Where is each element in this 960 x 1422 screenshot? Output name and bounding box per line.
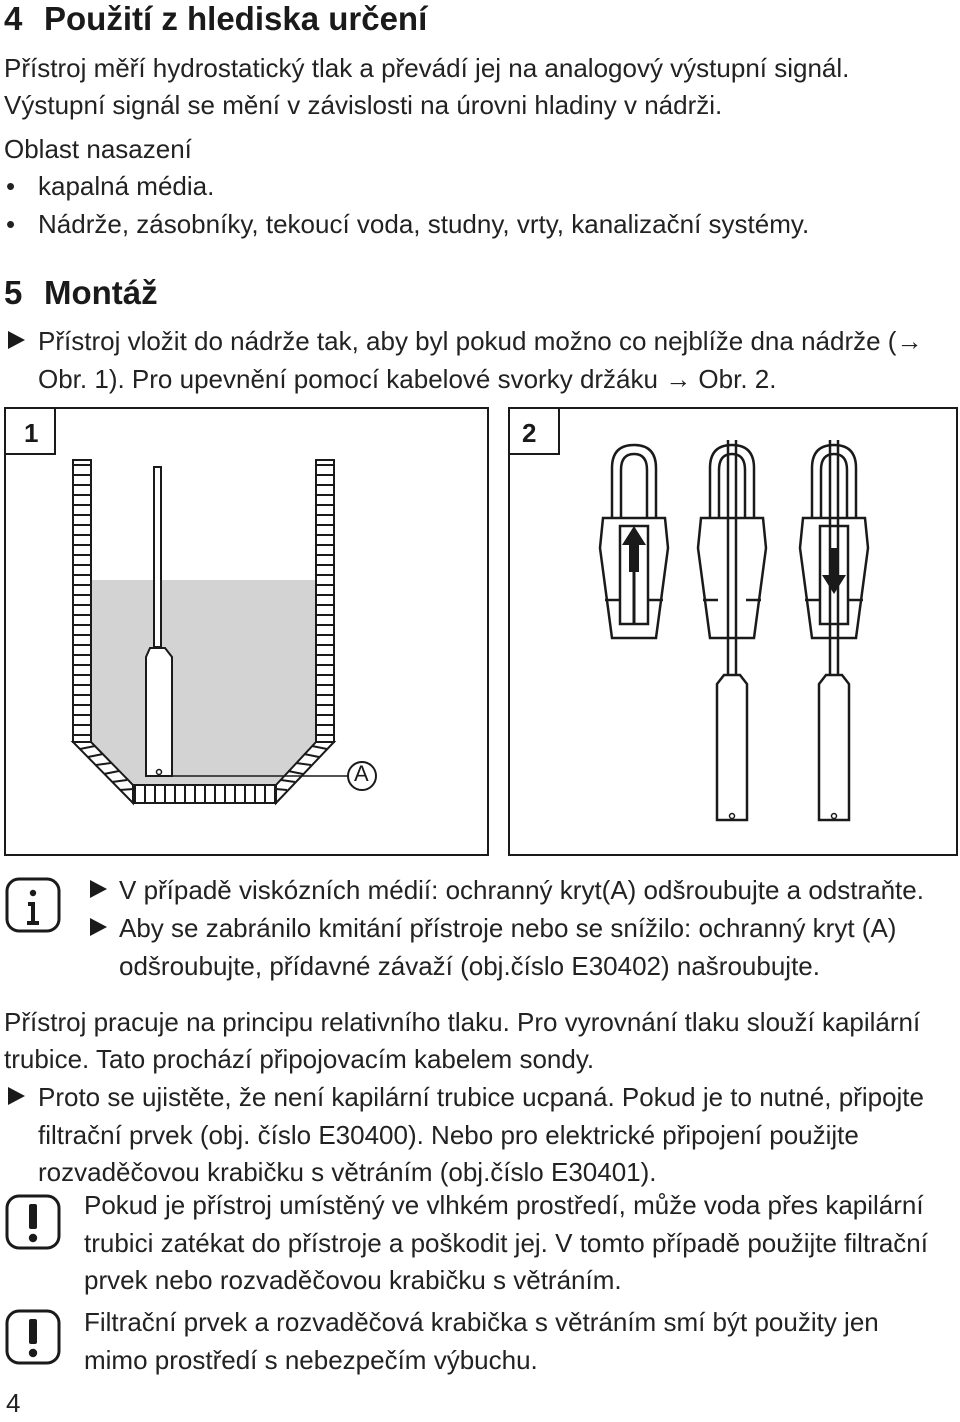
info-step-2-cont: odšroubujte, přídavné závaží (obj.číslo E30402) našroubujte. bbox=[119, 951, 820, 981]
bullet-item: • kapalná média. bbox=[6, 171, 215, 201]
exclamation-icon bbox=[7, 1311, 59, 1363]
figure-2-number: 2 bbox=[522, 418, 537, 448]
section-4-title: Použití z hlediska určení bbox=[44, 0, 428, 37]
section-4-para2: Výstupní signál se mění v závislosti na úrovni hladiny v nádrži. bbox=[4, 90, 723, 120]
relative-line1: Přístroj pracuje na principu relativního tlaku. Pro vyrovnání tlaku slouží kapilární bbox=[4, 1007, 921, 1037]
info-step-1: V případě viskózních médií: ochranný kryt(A) odšroubujte a odstraňte. bbox=[119, 875, 924, 905]
section-5-number: 5 bbox=[4, 274, 23, 311]
warning-2-line1: Filtrační prvek a rozvaděčová krabička s větráním smí být použity jen bbox=[84, 1307, 879, 1337]
relative-step-line2: filtrační prvek (obj. číslo E30400). Nebo pro elektrické připojení použijte bbox=[38, 1120, 859, 1150]
warning-1-line3: prvek nebo rozvaděčovou krabičku s větráním. bbox=[84, 1265, 622, 1295]
bullet-text: Nádrže, zásobníky, tekoucí voda, studny, vrty, kanalizační systémy. bbox=[38, 209, 810, 239]
section-5-title: Montáž bbox=[44, 274, 158, 311]
warning-1-line1: Pokud je přístroj umístěný ve vlhkém prostředí, může voda přes kapilární bbox=[84, 1190, 924, 1220]
warning-1-line2: trubici zatékat do přístroje a poškodit jej. V tomto případě použijte filtrační bbox=[84, 1228, 928, 1258]
cable-clamp-2 bbox=[698, 440, 766, 820]
warning-2-line2: mimo prostředí s nebezpečím výbuchu. bbox=[84, 1345, 538, 1375]
area-label: Oblast nasazení bbox=[4, 134, 192, 164]
relative-step-line1: Proto se ujistěte, že není kapilární trubice ucpaná. Pokud je to nutné, připojte bbox=[38, 1082, 924, 1112]
mount-step-line1: Přístroj vložit do nádrže tak, aby byl pokud možno co nejblíže dna nádrže (→ bbox=[38, 326, 923, 356]
page-number: 4 bbox=[6, 1388, 21, 1418]
relative-line2: trubice. Tato prochází připojovacím kabelem sondy. bbox=[4, 1044, 595, 1074]
triangle-arrow-icon bbox=[8, 1087, 25, 1110]
mount-step-line2: Obr. 1). Pro upevnění pomocí kabelové svorky držáku → Obr. 2. bbox=[38, 364, 777, 394]
down-arrow-icon bbox=[822, 548, 846, 594]
exclamation-icon bbox=[7, 1196, 59, 1248]
bullet-text: kapalná média. bbox=[38, 171, 215, 201]
bullet-item: • Nádrže, zásobníky, tekoucí voda, studny, vrty, kanalizační systémy. bbox=[6, 209, 810, 239]
triangle-arrow-icon bbox=[90, 918, 107, 941]
tank-drawing bbox=[73, 460, 334, 803]
cable-clamp-3 bbox=[800, 440, 868, 820]
triangle-arrow-icon bbox=[90, 880, 107, 903]
figure-1-number: 1 bbox=[24, 418, 39, 448]
section-4-para1: Přístroj měří hydrostatický tlak a převádí jej na analogový výstupní signál. bbox=[4, 53, 850, 83]
cover-label-a: A bbox=[354, 761, 369, 786]
info-icon bbox=[7, 879, 59, 931]
section-4-number: 4 bbox=[4, 0, 23, 37]
relative-step-line3: rozvaděčovou krabičku s větráním (obj.číslo E30401). bbox=[38, 1157, 657, 1187]
info-step-2: Aby se zabránilo kmitání přístroje nebo se snížilo: ochranný kryt (A) bbox=[119, 913, 897, 943]
